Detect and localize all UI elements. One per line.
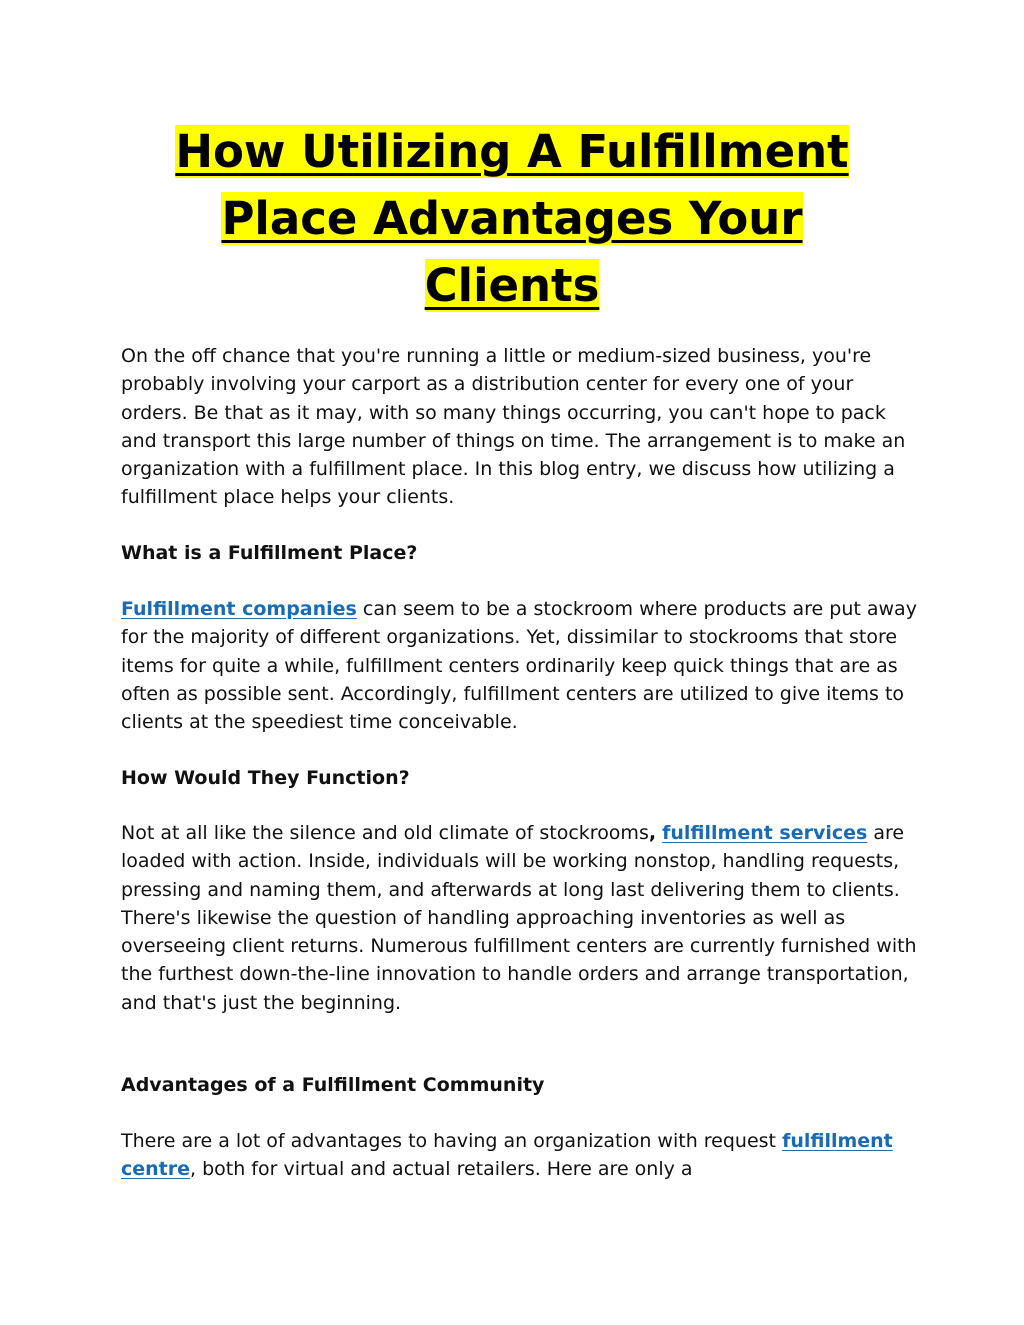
- section-heading-advantages: Advantages of a Fulfillment Community: [121, 1074, 545, 1096]
- fulfillment-companies-link[interactable]: Fulfillment companies: [121, 598, 357, 620]
- section3-text-after: , both for virtual and actual retailers. Here are only a: [190, 1158, 693, 1181]
- title-line-1: How Utilizing A Fulfillment: [175, 125, 849, 178]
- title-line-3: Clients: [424, 259, 600, 312]
- section-heading-what-is: What is a Fulfillment Place?: [121, 542, 418, 564]
- section-heading-how-function: How Would They Function?: [121, 767, 410, 789]
- page-title: [100, 118, 924, 319]
- section2-text-before: Not at all like the silence and old climate of stockrooms: [121, 822, 649, 844]
- fulfillment-services-link[interactable]: fulfillment services: [662, 822, 868, 844]
- section2-paragraph: [121, 819, 921, 1017]
- section2-comma: ,: [648, 822, 657, 844]
- section3-text-before: There are a lot of advantages to having an organization with request: [121, 1130, 783, 1152]
- section1-text: can seem to be a stockroom where products are put away for the majority of different organizations. Yet, dissimilar to stockrooms that store items for quite a while, fulfillment centers ordinarily keep quick things that are as often as possible sent. Accordingly, fulfillment centers are utilized to give items to clients at the speediest time conceivable.: [121, 598, 917, 734]
- section1-paragraph: [121, 595, 921, 736]
- title-line-2: Place Advantages Your: [221, 192, 803, 245]
- intro-paragraph: On the off chance that you're running a little or medium-sized business, you're probably involving your carport as a distribution center for every one of your orders. Be that as it may, with so many things occurring, you can't hope to pack and transport this large number of things on time. The arrangement is to make an organization with a fulfillment place. In this blog entry, we discuss how utilizing a fulfillment place helps your clients.: [121, 345, 906, 509]
- section2-text-after: are loaded with action. Inside, individuals will be working nonstop, handling requests, pressing and naming them, and afterwards at long last delivering them to clients. There's likewise the question of handling approaching inventories as well as overseeing client returns. Numerous fulfillment centers are currently furnished with the furthest down-the-line innovation to handle orders and arrange transportation, and that's just the beginning.: [121, 822, 917, 1014]
- fulfillment-centre-link[interactable]: fulfillment centre: [121, 1130, 893, 1181]
- section3-paragraph: [121, 1127, 921, 1184]
